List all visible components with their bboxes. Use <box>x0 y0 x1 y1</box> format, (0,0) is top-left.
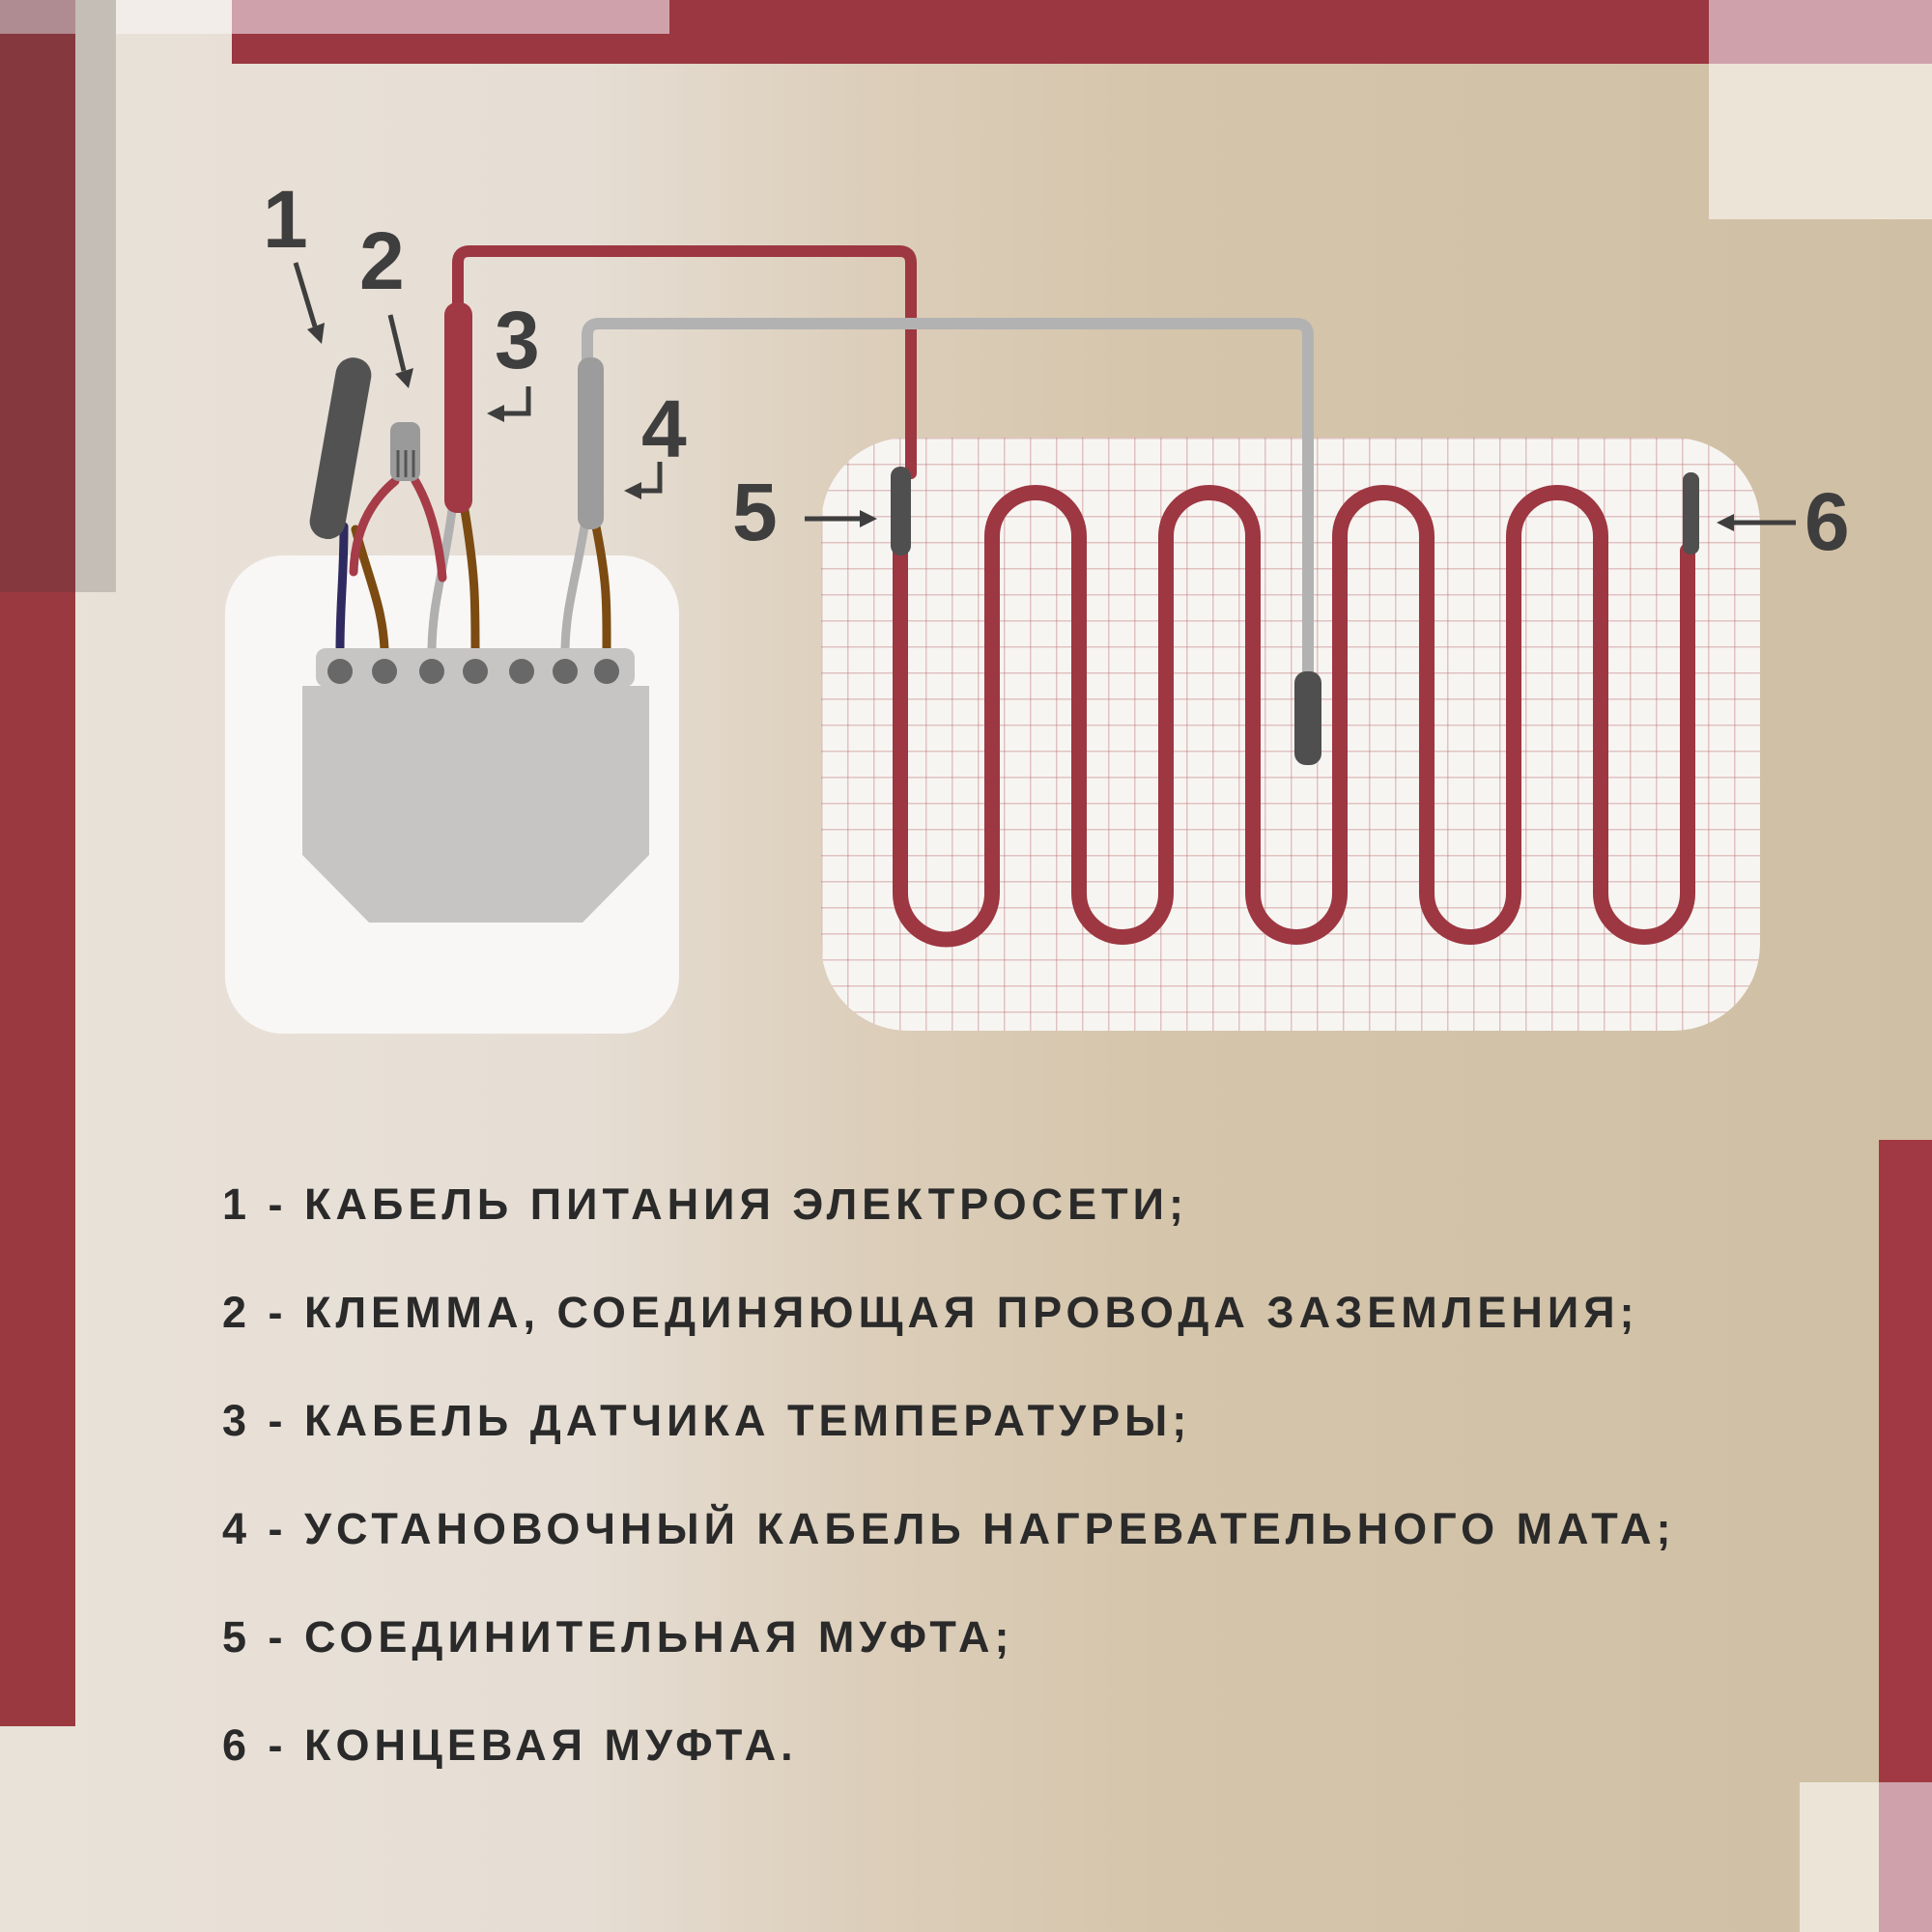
callout-2: 2 <box>359 215 405 306</box>
neutral-wire <box>340 526 344 649</box>
legend-item-6: 6 - КОНЦЕВАЯ МУФТА. <box>222 1720 798 1770</box>
callout-6: 6 <box>1804 476 1850 567</box>
end-coupling-icon <box>1683 472 1699 554</box>
legend-item-5: 5 - СОЕДИНИТЕЛЬНАЯ МУФТА; <box>222 1612 1014 1662</box>
connection-coupling-icon <box>891 467 911 555</box>
legend-item-4: 4 - УСТАНОВОЧНЫЙ КАБЕЛЬ НАГРЕВАТЕЛЬНОГО МАТА; <box>222 1504 1676 1553</box>
callout-4: 4 <box>641 384 687 474</box>
callout-3: 3 <box>495 295 540 385</box>
legend-item-1: 1 - КАБЕЛЬ ПИТАНИЯ ЭЛЕКТРОСЕТИ; <box>222 1179 1189 1229</box>
gray-wire-2 <box>565 526 584 649</box>
installation-cable-icon <box>578 357 604 529</box>
sensor-cable-icon <box>444 302 472 513</box>
callout-5: 5 <box>732 467 778 557</box>
terminal-block-body <box>302 686 649 923</box>
callout-1: 1 <box>263 174 308 265</box>
arrow-1 <box>296 263 315 327</box>
arrow-2 <box>390 315 404 371</box>
heating-cable-serpentine <box>900 493 1688 940</box>
brown-wire-3 <box>596 526 607 649</box>
floor-sensor-icon <box>1294 671 1321 765</box>
ground-wire-right <box>415 481 442 578</box>
legend-item-3: 3 - КАБЕЛЬ ДАТЧИКА ТЕМПЕРАТУРЫ; <box>222 1396 1192 1445</box>
brown-wire-2 <box>465 510 475 649</box>
legend-item-2: 2 - КЛЕММА, СОЕДИНЯЮЩАЯ ПРОВОДА ЗАЗЕМЛЕНИЯ; <box>222 1288 1639 1337</box>
